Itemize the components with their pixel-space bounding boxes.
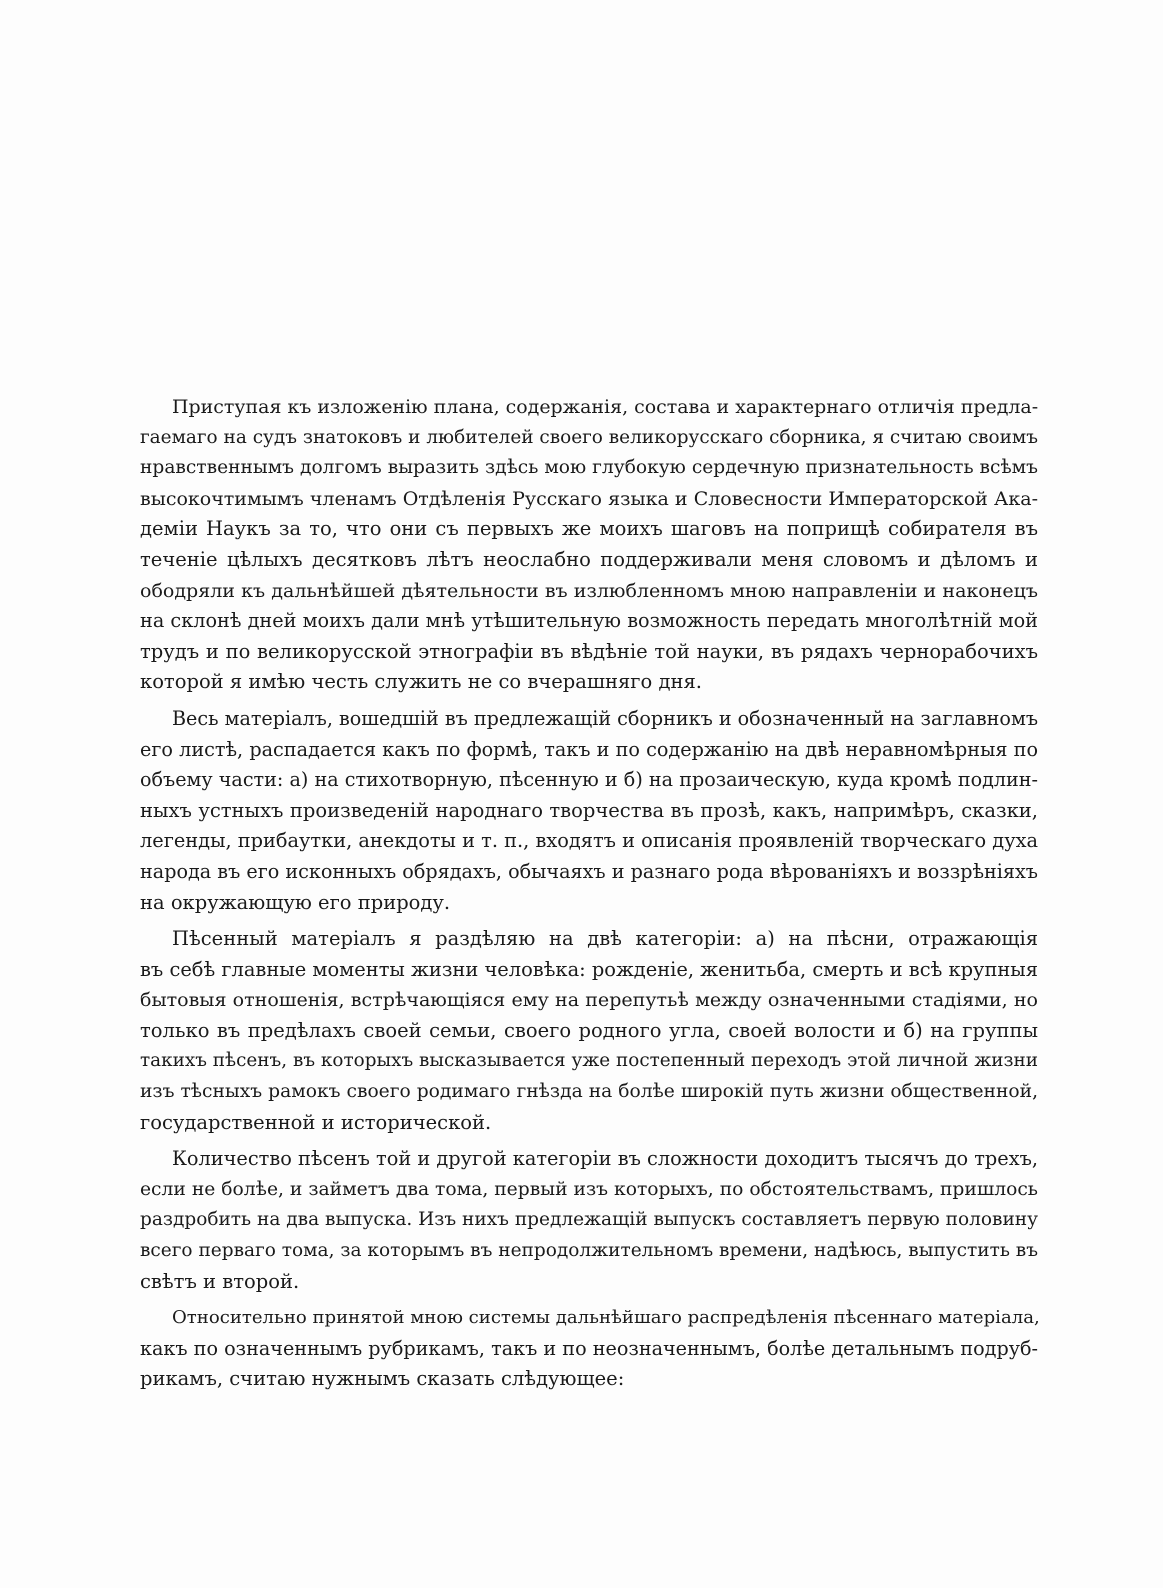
text-line: высокочтимымъ членамъ Отдѣленія Русскаго языка и Словесности Императорской Ака-	[140, 487, 1038, 510]
text-line: только въ предѣлахъ своей семьи, своего родного угла, своей волости и б) на группы	[140, 1018, 1038, 1042]
text-line: объему части: а) на стихотворную, пѣсенную и б) на прозаическую, куда кромѣ подлин-	[140, 768, 1038, 792]
text-line: Количество пѣсенъ той и другой категоріи въ сложности доходитъ тысячъ до трехъ,	[172, 1147, 1038, 1171]
paragraph	[140, 924, 1038, 1138]
text-line: въ себѣ главные моменты жизни человѣка: рожденіе, женитьба, смерть и всѣ крупныя	[140, 957, 1038, 981]
text-line: которой я имѣю честь служить не со вчерашняго дня.	[140, 670, 702, 694]
text-line: рикамъ, считаю нужнымъ сказать слѣдующее:	[140, 1367, 625, 1391]
text-line: трудъ и по великорусской этнографіи въ вѣдѣніе той науки, въ рядахъ чернорабочихъ	[140, 639, 1038, 663]
body-text	[140, 392, 1038, 1395]
text-line: Весь матеріалъ, вошедшій въ предлежащій сборникъ и обозначенный на заглавномъ	[172, 706, 1038, 730]
text-line: если не болѣе, и займетъ два тома, первый изъ которыхъ, по обстоятельствамъ, пришлось	[140, 1178, 1038, 1200]
paragraph	[140, 704, 1038, 918]
text-line: ободряли къ дальнѣйшей дѣятельности въ излюбленномъ мною направленіи и наконецъ	[140, 579, 1038, 602]
text-line: ныхъ устныхъ произведеній народнаго творчества въ прозѣ, какъ, напримѣръ, сказки,	[140, 798, 1038, 822]
text-line: всего перваго тома, за которымъ въ непродолжительномъ времени, надѣюсь, выпустить въ	[140, 1240, 1038, 1262]
text-line: бытовыя отношенія, встрѣчающіяся ему на перепутьѣ между означенными стадіями, но	[140, 989, 1038, 1012]
text-line: изъ тѣсныхъ рамокъ своего родимаго гнѣзда на болѣе широкій путь жизни общественной,	[140, 1081, 1038, 1103]
text-line: такихъ пѣсенъ, въ которыхъ высказывается уже постепенный переходъ этой личной жизни	[140, 1050, 1038, 1072]
text-line: раздробить на два выпуска. Изъ нихъ предлежащій выпускъ составляетъ первую половину	[140, 1209, 1038, 1231]
paragraph	[140, 1144, 1038, 1297]
text-line: легенды, прибаутки, анекдоты и т. п., входятъ и описанія проявленій творческаго духа	[140, 829, 1038, 853]
text-line: нравственнымъ долгомъ выразить здѣсь мою глубокую сердечную признательность всѣмъ	[140, 457, 1038, 479]
text-line: Относительно принятой мною системы дальнѣйшаго распредѣленія пѣсеннаго матеріала,	[172, 1307, 1040, 1329]
text-line: теченіе цѣлыхъ десятковъ лѣтъ неослабно поддерживали меня словомъ и дѣломъ и	[140, 547, 1038, 571]
text-line: его листѣ, распадается какъ по формѣ, такъ и по содержанію на двѣ неравномѣрныя по	[140, 737, 1038, 761]
text-line: Приступая къ изложенію плана, содержанія, состава и характернаго отличія предла-	[172, 396, 1039, 418]
text-line: деміи Наукъ за то, что они съ первыхъ же моихъ шаговъ на поприщѣ собирателя въ	[140, 517, 1038, 541]
paragraph	[140, 392, 1038, 698]
text-line: какъ по означеннымъ рубрикамъ, такъ и по неозначеннымъ, болѣе детальнымъ подруб-	[140, 1336, 1038, 1360]
text-line: гаемаго на судъ знатоковъ и любителей своего великорусскаго сборника, я считаю своимъ	[140, 426, 1038, 448]
text-line: на окружающую его природу.	[140, 890, 451, 914]
text-line: свѣтъ и второй.	[140, 1269, 300, 1293]
text-line: на склонѣ дней моихъ дали мнѣ утѣшительную возможность передать многолѣтній мой	[140, 609, 1038, 633]
text-line: Пѣсенный матеріалъ я раздѣляю на двѣ категоріи: а) на пѣсни, отражающія	[172, 927, 1038, 951]
text-line: государственной и исторической.	[140, 1110, 492, 1134]
text-line: народа въ его исконныхъ обрядахъ, обычаяхъ и разнаго рода вѣрованіяхъ и воззрѣніяхъ	[140, 859, 1038, 883]
paragraph	[140, 1303, 1038, 1395]
